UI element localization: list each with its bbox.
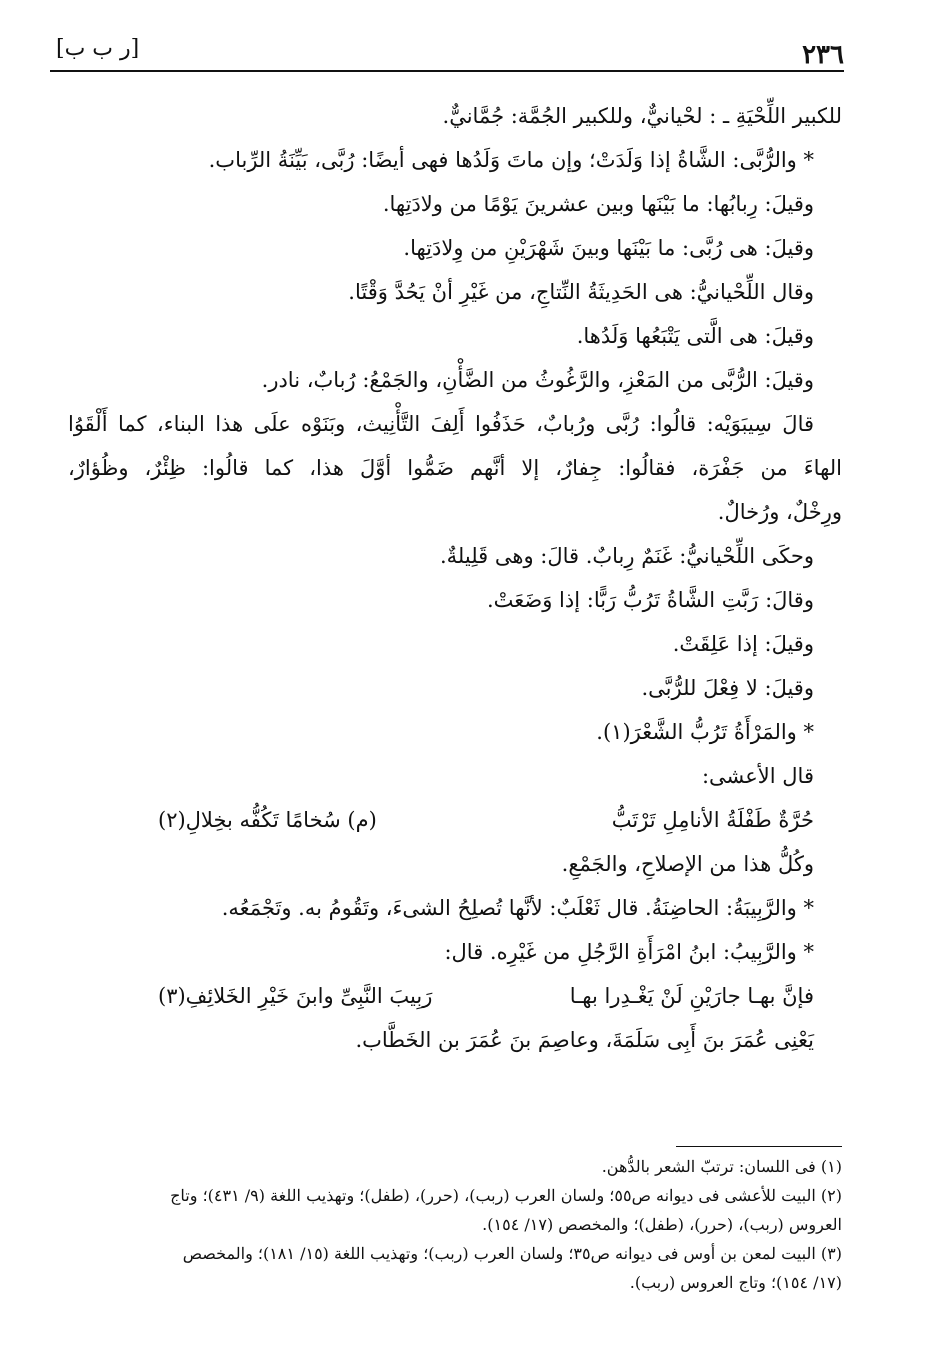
- footnotes: [68, 1152, 842, 1297]
- text-line: وقيلَ: لا فِعْلَ للرُّبَّى.: [641, 676, 814, 700]
- text-line: وكُلُّ هذا من الإصلاحِ، والجَمْعِ.: [561, 852, 814, 876]
- text-line: ورِخْلٌ، ورُخالٌ.: [717, 500, 842, 524]
- footnote: (١) فى اللسان: ترتبّ الشعر بالدُّهن.: [601, 1157, 842, 1176]
- text-line: وقالَ: رَبَّتِ الشَّاةُ تَرُبُّ رَبًّا: إذا وَضَعَتْ.: [486, 588, 814, 612]
- main-text: [68, 94, 842, 1062]
- text-line: قال الأعشى:: [701, 764, 814, 788]
- footnote: (٣) البيت لمعن بن أوس فى ديوانه ص٣٥؛ ولسان العرب (ربب)؛ وتهذيب اللغة (١٥/ ١٨١)؛ والمخصص: [182, 1244, 842, 1263]
- footnote-divider: [676, 1146, 842, 1147]
- text-line: للكبير اللِّحْيَةِ ـ : لحْيانيٌّ، وللكبير الجُمَّة: جُمَّانيٌّ.: [442, 104, 842, 128]
- text-line: وقيلَ: رِبابُها: ما بَيْنَها وبين عشرينَ يَوْمًا من ولادَتِها.: [382, 192, 814, 216]
- text-line: وقيلَ: هى الَّتى يَتْبَعُها وَلَدُها.: [576, 324, 814, 348]
- verse-hemistich: حُرَّةٌ طَفْلَةُ الأنامِلِ تَرْتَبُّ: [611, 808, 814, 832]
- text-line: الهاءَ من جَفْرَة، فقالُوا: جِفارٌ، إلا أنَّهم ضَمُّوا أوَّلَ هذا، كما قالُوا: ظِئْرٌ، وظُؤارٌ،: [68, 456, 842, 480]
- verse-line: [68, 974, 842, 1018]
- text-line: يَعْنِى عُمَرَ بنَ أَبِى سَلَمَةَ، وعاصِمَ بنَ عُمَرَ بن الخَطَّاب.: [355, 1028, 814, 1052]
- text-line: * والمَرْأَةُ تَرُبُّ الشَّعْرَ(١).: [596, 720, 814, 744]
- verse-line: [68, 798, 842, 842]
- verse-hemistich: رَبِيبَ النَّبِىِّ وابنَ خَيْرِ الخَلائِفِ(٣): [158, 984, 433, 1008]
- page-header: [50, 30, 844, 72]
- text-line: وقيلَ: إذا عَلِقَتْ.: [672, 632, 814, 656]
- footnote-continuation: العروس (ربب)، (حرر)، (طفل)؛ والمخصص (١٧/ ١٥٤).: [482, 1215, 842, 1234]
- text-line: * والرُّبَّى: الشَّاةُ إذا وَلَدَتْ؛ وإن ماتَ وَلَدُها فهى أيضًا: رُبَّى، بَيِّنَةُ الرِّباب.: [208, 148, 814, 172]
- text-line: وقال اللِّحْيانيُّ: هى الحَدِيثَةُ النِّتاجِ، من غَيْرِ أنْ يَحُدَّ وَقْتًا.: [348, 280, 814, 304]
- text-line: وقيلَ: هى رُبَّى: ما بَيْنَها وبينَ شَهْرَيْنِ من وِلادَتِها.: [403, 236, 814, 260]
- root-label: [ر ب ب]: [56, 36, 140, 61]
- text-line: قالَ سِيبَوَيْه: قالُوا: رُبَّى ورُبابٌ، حَذَفُوا أَلِفَ التَّأْنِيث، وبَنَوْه علَى هذا البناء، كما أَلْقَوُا: [68, 412, 814, 436]
- verse-hemistich: (م) سُخامًا تَكُفُّه بخِلالِ(٢): [158, 808, 377, 832]
- footnote-continuation: (١٧/ ١٥٤)؛ وتاج العروس (ربب).: [629, 1273, 842, 1292]
- footnote: (٢) البيت للأعشى فى ديوانه ص٥٥؛ ولسان العرب (ربب)، (حرر)، (طفل)؛ وتهذيب اللغة (٩/ ٤٣١)؛ وتاج: [170, 1186, 842, 1205]
- verse-hemistich: فإنَّ بهـا جارَيْنِ لَنْ يَغْـدِرا بهـا: [569, 984, 814, 1008]
- text-line: وقيلَ: الرُّبَّى من المَعْزِ، والرَّغُوثُ من الضَّأْنِ، والجَمْعُ: رُبابٌ، نادر.: [261, 368, 814, 392]
- text-line: وحكَى اللِّحْيانيُّ: غَنَمٌ رِبابٌ. قالَ: وهى قَلِيلةٌ.: [439, 544, 814, 568]
- page-number: ٢٣٦: [802, 40, 844, 70]
- text-line: * والرَّبِيبُ: ابنُ امْرَأَةِ الرَّجُلِ من غَيْرِه. قال:: [444, 940, 814, 964]
- text-line: * والرَّبِيبَةُ: الحاضِنَةُ. قال ثَعْلَبٌ: لأنَّها تُصلِحُ الشىءَ، وتَقُومُ به. وتَجْمَعُه.: [221, 896, 814, 920]
